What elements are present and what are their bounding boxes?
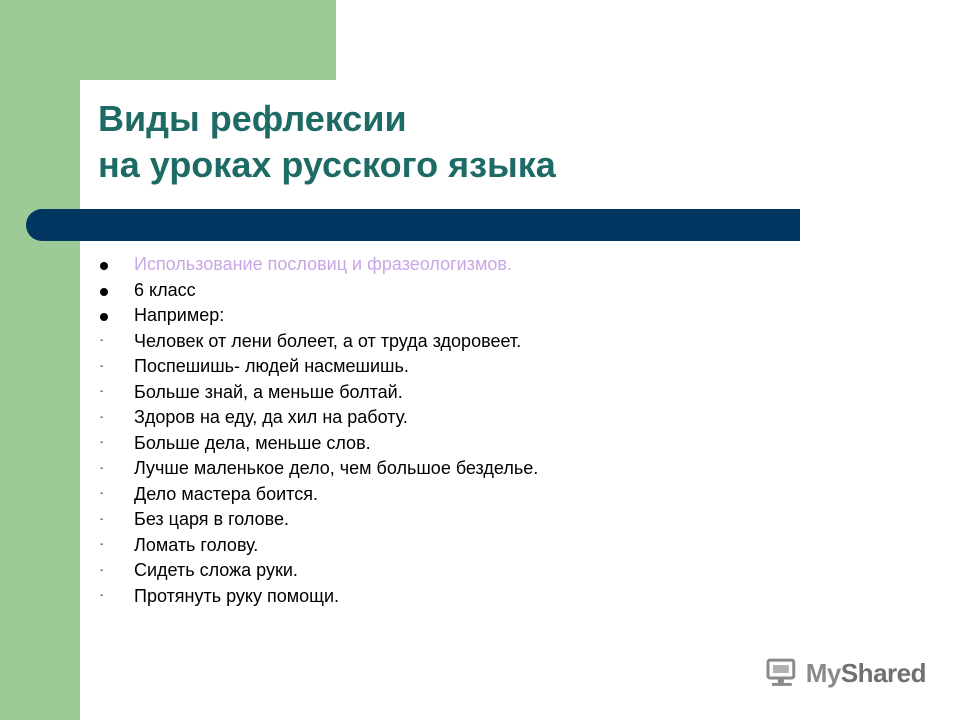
watermark-text [806, 660, 926, 686]
bullet-marker [96, 254, 134, 275]
list-item [96, 533, 538, 559]
list-item-text: Здоров на еду, да хил на работу. [134, 407, 408, 428]
list-item-text: Лучше маленькое дело, чем большое безделье. [134, 458, 539, 479]
watermark-text-my: My [805, 658, 841, 688]
list-item [96, 507, 538, 533]
list-item-text: 6 класс [134, 279, 196, 300]
list-item-text: Поспешишь- людей насмешишь. [134, 356, 409, 377]
list-item [96, 303, 538, 329]
bullet-marker [96, 305, 134, 326]
list-item-text: Больше знай, а меньше болтай. [134, 381, 403, 402]
dash-marker: - [100, 411, 104, 423]
list-item-text: Например: [134, 305, 225, 326]
slide-title-line2: на уроках русского языка [98, 144, 556, 185]
dash-marker: - [100, 335, 104, 347]
computer-icon [766, 658, 800, 688]
slide-title [98, 96, 556, 188]
list-item [96, 278, 538, 304]
list-item-text: Использование пословиц и фразеологизмов. [134, 254, 512, 275]
slide-title-line1: Виды рефлексии [98, 98, 407, 139]
dash-marker: - [100, 539, 104, 551]
list-item-text: Протянуть руку помощи. [134, 585, 340, 606]
list-item [96, 354, 538, 380]
green-top-band [80, 0, 336, 80]
dash-marker: - [100, 462, 104, 474]
myshared-watermark[interactable] [766, 656, 926, 690]
bullet-dot-icon [100, 288, 108, 296]
list-item-text: Без царя в голове. [134, 509, 289, 530]
list-item-text: Человек от лени болеет, а от труда здоровеет. [134, 330, 522, 351]
list-item [96, 558, 538, 584]
dash-marker: - [100, 564, 104, 576]
dash-marker: - [100, 437, 104, 449]
list-item-text: Ломать голову. [134, 534, 259, 555]
watermark-text-shared: Shared [840, 658, 926, 688]
bullet-dot-icon [100, 262, 108, 270]
list-item [96, 329, 538, 355]
bullet-marker [96, 280, 134, 301]
title-underline-bar [26, 209, 800, 241]
dash-marker: - [100, 513, 104, 525]
list-item [96, 482, 538, 508]
list-item [96, 584, 538, 610]
list-item-text: Дело мастера боится. [134, 483, 318, 504]
list-item [96, 252, 538, 278]
list-item [96, 456, 538, 482]
dash-marker: - [100, 386, 104, 398]
list-item-text: Больше дела, меньше слов. [134, 432, 371, 453]
bullet-dot-icon [100, 313, 108, 321]
list-item [96, 380, 538, 406]
content-list [96, 252, 538, 609]
dash-marker: - [100, 360, 104, 372]
list-item [96, 431, 538, 457]
dash-marker: - [100, 590, 104, 602]
green-sidebar [0, 0, 80, 720]
list-item [96, 405, 538, 431]
dash-marker: - [100, 488, 104, 500]
list-item-text: Сидеть сложа руки. [134, 560, 298, 581]
